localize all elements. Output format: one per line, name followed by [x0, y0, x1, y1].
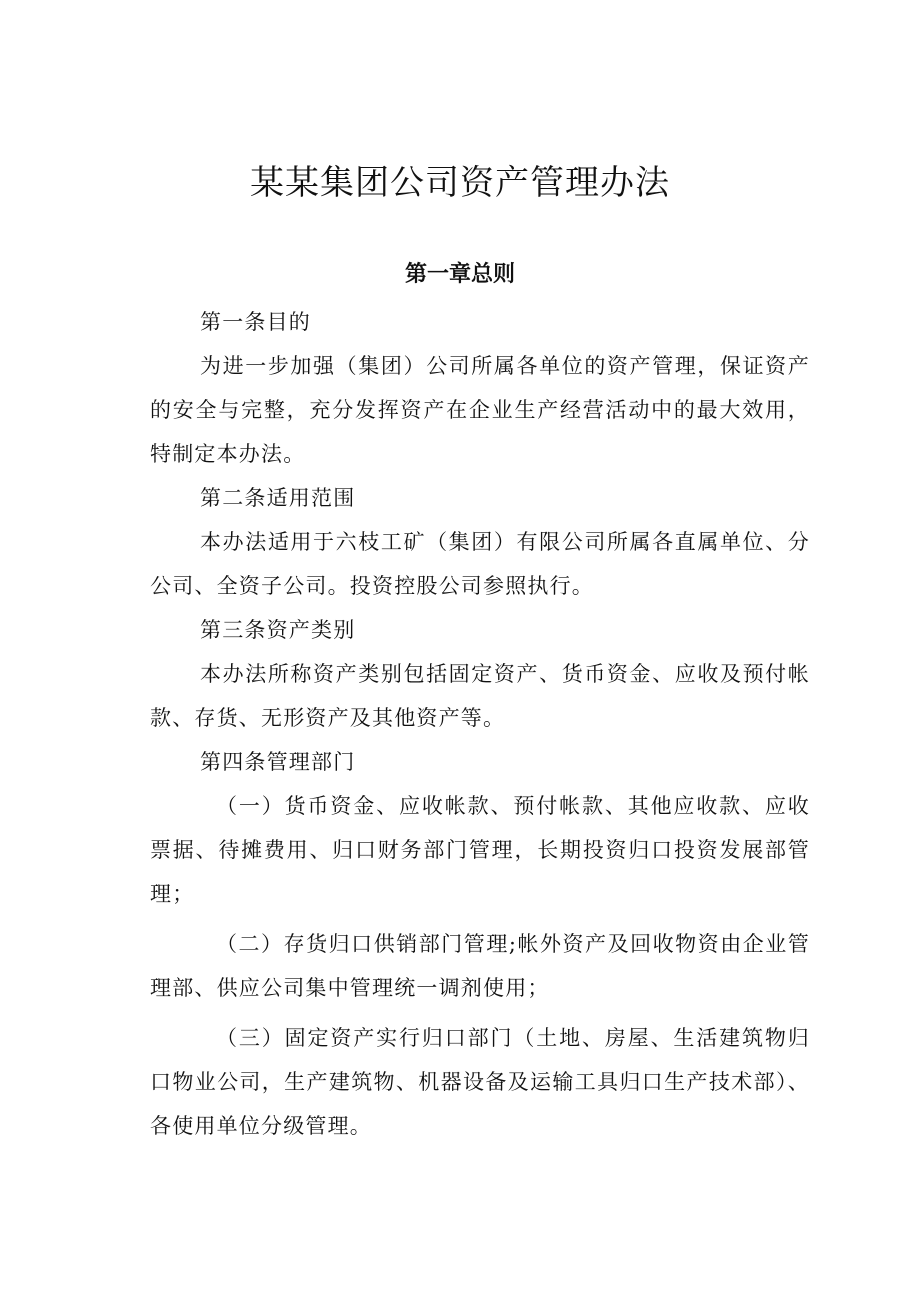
article-list-item: （一）货币资金、应收帐款、预付帐款、其他应收款、应收票据、待摊费用、归口财务部门管理，长期投资归口投资发展部管理； — [150, 794, 810, 906]
article-heading: 第二条适用范围 — [200, 486, 356, 510]
article-list-item: （二）存货归口供销部门管理;帐外资产及回收物资由企业管理部、供应公司集中管理统一调剂使用； — [150, 932, 810, 1000]
article-heading: 第三条资产类别 — [200, 618, 356, 642]
document-body — [150, 300, 810, 1148]
article-heading: 第一条目的 — [200, 310, 311, 334]
article-heading: 第四条管理部门 — [200, 750, 356, 774]
document-title: 某某集团公司资产管理办法 — [250, 163, 670, 203]
article-paragraph: 为进一步加强（集团）公司所属各单位的资产管理，保证资产的安全与完整，充分发挥资产在企业生产经营活动中的最大效用，特制定本办法。 — [150, 354, 810, 466]
article-paragraph: 本办法适用于六枝工矿（集团）有限公司所属各直属单位、分公司、全资子公司。投资控股公司参照执行。 — [150, 530, 810, 598]
article-list-item: （三）固定资产实行归口部门（土地、房屋、生活建筑物归口物业公司，生产建筑物、机器设备及运输工具归口生产技术部）、各使用单位分级管理。 — [150, 1026, 810, 1138]
chapter-heading: 第一章总则 — [404, 262, 515, 287]
article-paragraph: 本办法所称资产类别包括固定资产、货币资金、应收及预付帐款、存货、无形资产及其他资产等。 — [150, 662, 810, 730]
